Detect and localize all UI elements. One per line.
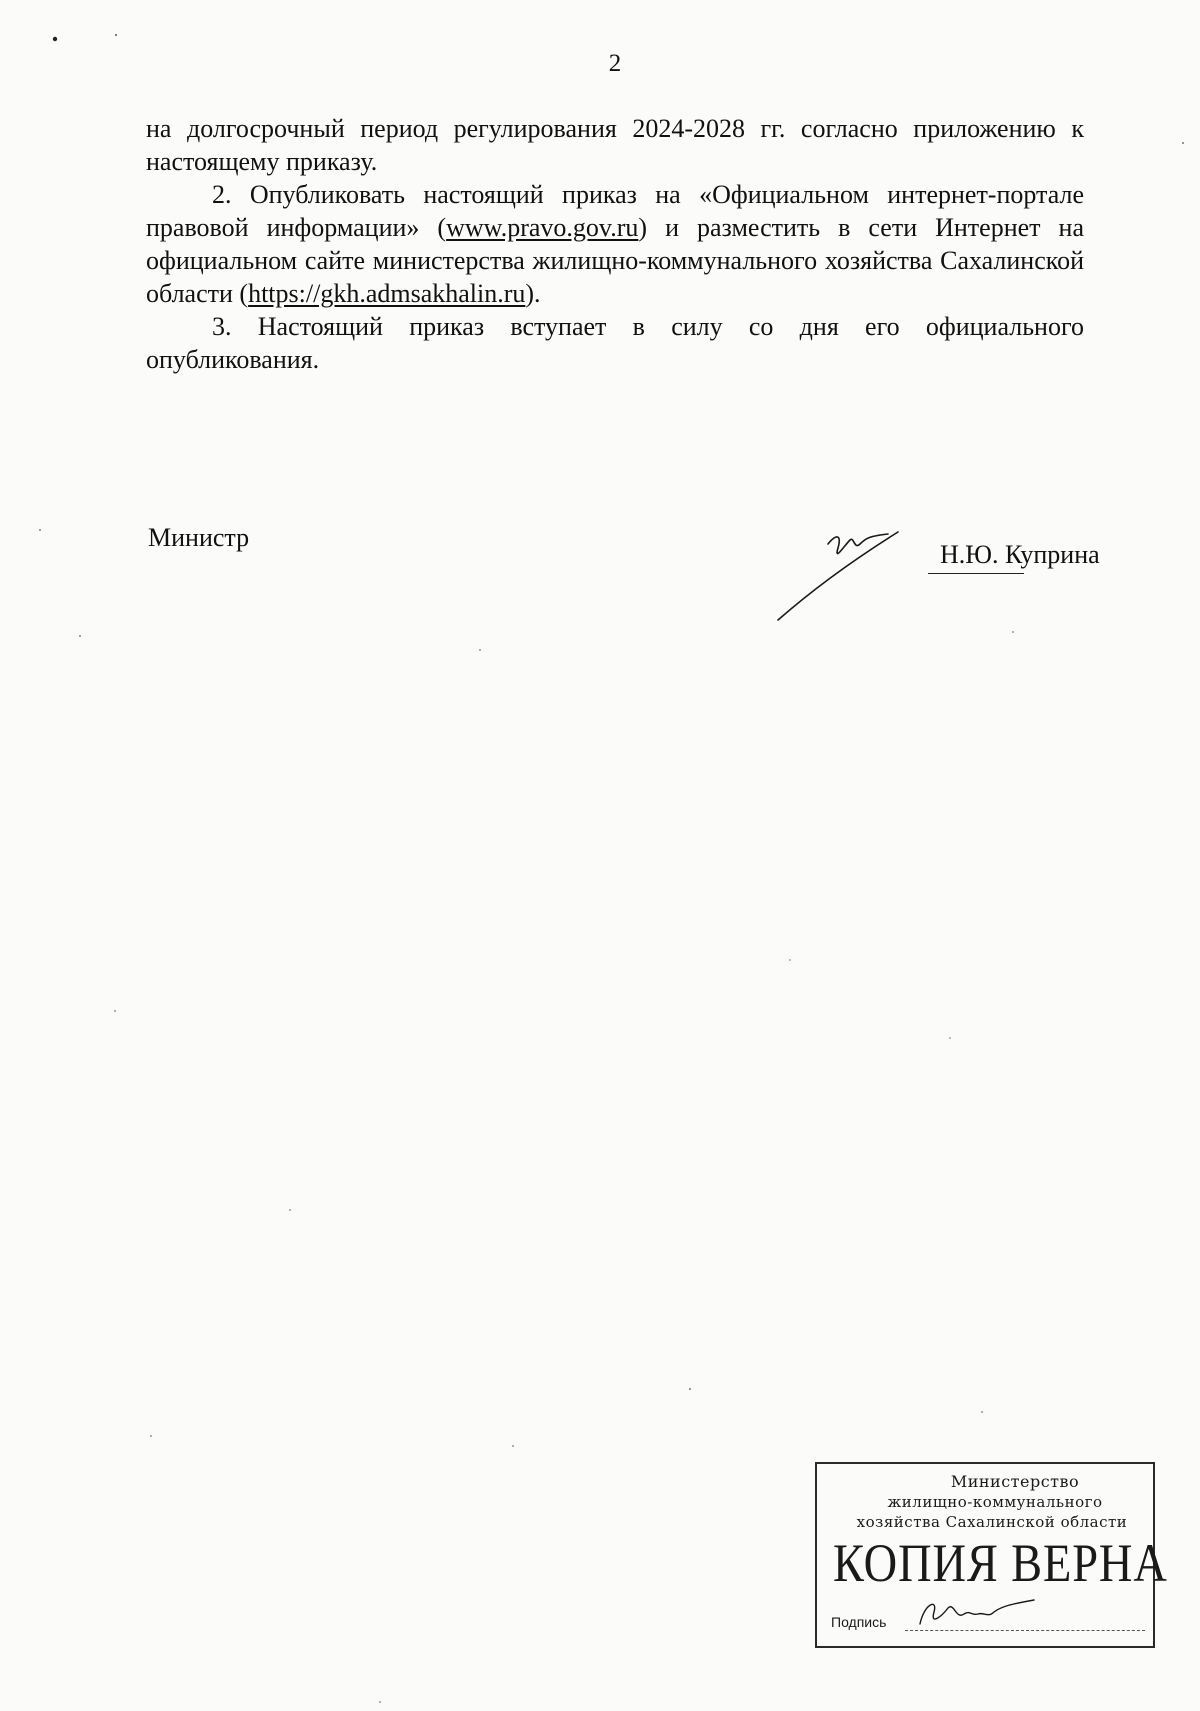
paragraph-text: ). bbox=[525, 279, 541, 308]
stamp-organization-line-3: хозяйства Сахалинской области bbox=[856, 1513, 1128, 1531]
signatory-name: Н.Ю. Куприна bbox=[940, 540, 1100, 569]
page-number: 2 bbox=[608, 50, 622, 77]
stamp-organization-line-2: жилищно-коммунального bbox=[887, 1493, 1103, 1511]
paragraph-text: ) и разместить в сети Интернет на официальном сайте министерства жилищно-коммунального хозяйства Сахалинской области ( bbox=[146, 213, 1084, 308]
paragraph-text: 3. Настоящий приказ вступает в силу со дня его официального опубликования. bbox=[146, 312, 1084, 374]
signatory-role: Министр bbox=[148, 523, 250, 552]
paragraph-text: 2. Опубликовать настоящий приказ на «Официальном интернет-портале правовой информации» ( bbox=[146, 180, 1084, 242]
stamp-organization-line-1: Министерство bbox=[950, 1472, 1080, 1491]
url-link[interactable]: www.pravo.gov.ru bbox=[446, 213, 639, 242]
paragraph-text: на долгосрочный период регулирования 2024-2028 гг. согласно приложению к настоящему приказу. bbox=[146, 114, 1084, 176]
stamp-title: КОПИЯ ВЕРНА bbox=[833, 1533, 1168, 1593]
url-link[interactable]: https://gkh.admsakhalin.ru bbox=[248, 279, 526, 308]
stamp-sign-label: Подпись bbox=[831, 1614, 887, 1630]
